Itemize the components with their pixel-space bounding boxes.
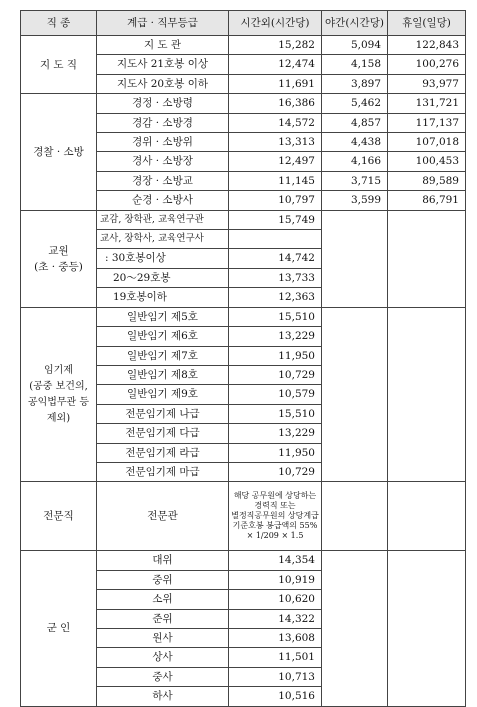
night-cell: 3,897	[322, 74, 388, 93]
overtime-cell: 14,742	[229, 249, 322, 268]
holiday-cell-empty	[388, 551, 466, 706]
holiday-cell-empty	[388, 307, 466, 482]
overtime-cell: 11,501	[229, 648, 322, 667]
overtime-cell: 11,950	[229, 443, 322, 462]
holiday-cell: 107,018	[388, 133, 466, 152]
grade-cell: 전문임기제 마급	[97, 462, 229, 481]
grade-cell: 경감 · 소방경	[97, 113, 229, 132]
header-job-type: 직 종	[21, 11, 97, 36]
grade-cell: 19호봉이하	[97, 288, 229, 307]
overtime-cell: 15,749	[229, 210, 322, 229]
note-line: 해당 공무원에 상당하는	[233, 491, 317, 501]
note-cell	[229, 482, 322, 551]
note-line: × 1/209 × 1.5	[246, 531, 304, 541]
night-cell: 4,158	[322, 55, 388, 74]
grade-cell: 교사, 장학사, 교육연구사	[97, 230, 229, 249]
category-line: 임기제	[44, 364, 73, 376]
table-row	[21, 482, 466, 551]
night-cell: 4,438	[322, 133, 388, 152]
night-cell-empty	[322, 482, 388, 551]
category-line: (공중 보건의,	[29, 380, 88, 392]
overtime-cell: 10,729	[229, 462, 322, 481]
grade-cell: 중사	[97, 667, 229, 686]
grade-cell: 교감, 장학관, 교육연구관	[97, 210, 229, 229]
header-grade: 계급 · 직무등급	[97, 11, 229, 36]
grade-cell: 일반임기 제5호	[97, 307, 229, 326]
overtime-cell: 10,713	[229, 667, 322, 686]
overtime-cell: 14,572	[229, 113, 322, 132]
grade-cell: 상사	[97, 648, 229, 667]
grade-cell: 경정 · 소방령	[97, 94, 229, 113]
category-cell	[21, 210, 97, 307]
grade-cell: 지도사 20호봉 이하	[97, 74, 229, 93]
overtime-cell: 10,620	[229, 590, 322, 609]
table-row	[21, 210, 466, 229]
grade-cell: 경사 · 소방장	[97, 152, 229, 171]
category-cell	[21, 307, 97, 482]
header-overtime: 시간외(시간당)	[229, 11, 322, 36]
grade-cell: 준위	[97, 609, 229, 628]
grade-cell: 경장 · 소방교	[97, 171, 229, 190]
overtime-cell: 12,497	[229, 152, 322, 171]
grade-cell: 순경 · 소방사	[97, 191, 229, 210]
holiday-cell: 131,721	[388, 94, 466, 113]
holiday-cell: 89,589	[388, 171, 466, 190]
table-row	[21, 36, 466, 55]
grade-cell: 소위	[97, 590, 229, 609]
holiday-cell-empty	[388, 482, 466, 551]
grade-cell: 중위	[97, 570, 229, 589]
holiday-cell: 100,276	[388, 55, 466, 74]
header-row	[21, 11, 466, 36]
overtime-cell: 10,919	[229, 570, 322, 589]
night-cell-empty	[322, 307, 388, 482]
category-line: 제외)	[46, 412, 71, 424]
table-row	[21, 94, 466, 113]
night-cell: 4,166	[322, 152, 388, 171]
overtime-cell	[229, 230, 322, 249]
grade-cell: 지 도 관	[97, 36, 229, 55]
holiday-cell: 117,137	[388, 113, 466, 132]
overtime-cell: 13,313	[229, 133, 322, 152]
grade-cell: 전문관	[97, 482, 229, 551]
night-cell: 3,599	[322, 191, 388, 210]
category-cell: 경찰 · 소방	[21, 94, 97, 210]
grade-cell: 일반임기 제7호	[97, 346, 229, 365]
overtime-cell: 15,510	[229, 404, 322, 423]
night-cell-empty	[322, 210, 388, 307]
category-line: 공익법무관 등	[27, 396, 90, 408]
holiday-cell: 122,843	[388, 36, 466, 55]
grade-cell: 20～29호봉	[97, 268, 229, 287]
overtime-cell: 16,386	[229, 94, 322, 113]
note-line: 기준호봉 봉급액의 55%	[232, 521, 318, 531]
night-cell: 5,462	[322, 94, 388, 113]
overtime-cell: 10,516	[229, 687, 322, 706]
grade-cell: 전문임기제 다급	[97, 424, 229, 443]
allowance-table	[20, 10, 466, 707]
overtime-cell: 12,474	[229, 55, 322, 74]
overtime-cell: 14,354	[229, 551, 322, 570]
grade-cell: 전문임기제 나급	[97, 404, 229, 423]
overtime-cell: 14,322	[229, 609, 322, 628]
overtime-cell: 13,733	[229, 268, 322, 287]
overtime-cell: 10,729	[229, 365, 322, 384]
grade-cell: 지도사 21호봉 이상	[97, 55, 229, 74]
header-night: 야간(시간당)	[322, 11, 388, 36]
overtime-cell: 11,145	[229, 171, 322, 190]
grade-cell: 일반임기 제9호	[97, 385, 229, 404]
overtime-cell: 13,229	[229, 424, 322, 443]
overtime-cell: 11,691	[229, 74, 322, 93]
category-line: (초 · 중등)	[34, 260, 83, 273]
overtime-cell: 13,229	[229, 327, 322, 346]
night-cell-empty	[322, 551, 388, 706]
grade-cell: 원사	[97, 628, 229, 647]
overtime-cell: 10,579	[229, 385, 322, 404]
category-cell: 군 인	[21, 551, 97, 706]
holiday-cell: 86,791	[388, 191, 466, 210]
category-cell: 지 도 직	[21, 36, 97, 94]
holiday-cell-empty	[388, 210, 466, 307]
overtime-cell: 10,797	[229, 191, 322, 210]
table-row	[21, 307, 466, 326]
header-holiday: 휴일(일당)	[388, 11, 466, 36]
note-line: 별정직공무원의 상당계급	[231, 511, 319, 521]
overtime-cell: 11,950	[229, 346, 322, 365]
grade-cell: 대위	[97, 551, 229, 570]
grade-cell: 일반임기 제6호	[97, 327, 229, 346]
table-row	[21, 551, 466, 570]
night-cell: 5,094	[322, 36, 388, 55]
holiday-cell: 100,453	[388, 152, 466, 171]
overtime-cell: 15,510	[229, 307, 322, 326]
overtime-cell: 13,608	[229, 628, 322, 647]
grade-cell: 경위 · 소방위	[97, 133, 229, 152]
category-cell: 전문직	[21, 482, 97, 551]
grade-cell: 하사	[97, 687, 229, 706]
category-line: 교원	[48, 244, 69, 257]
overtime-cell: 12,363	[229, 288, 322, 307]
night-cell: 4,857	[322, 113, 388, 132]
night-cell: 3,715	[322, 171, 388, 190]
note-line: 경력직 또는	[254, 501, 296, 511]
holiday-cell: 93,977	[388, 74, 466, 93]
grade-cell: : 30호봉이상	[97, 249, 229, 268]
overtime-cell: 15,282	[229, 36, 322, 55]
grade-cell: 일반임기 제8호	[97, 365, 229, 384]
grade-cell: 전문임기제 라급	[97, 443, 229, 462]
